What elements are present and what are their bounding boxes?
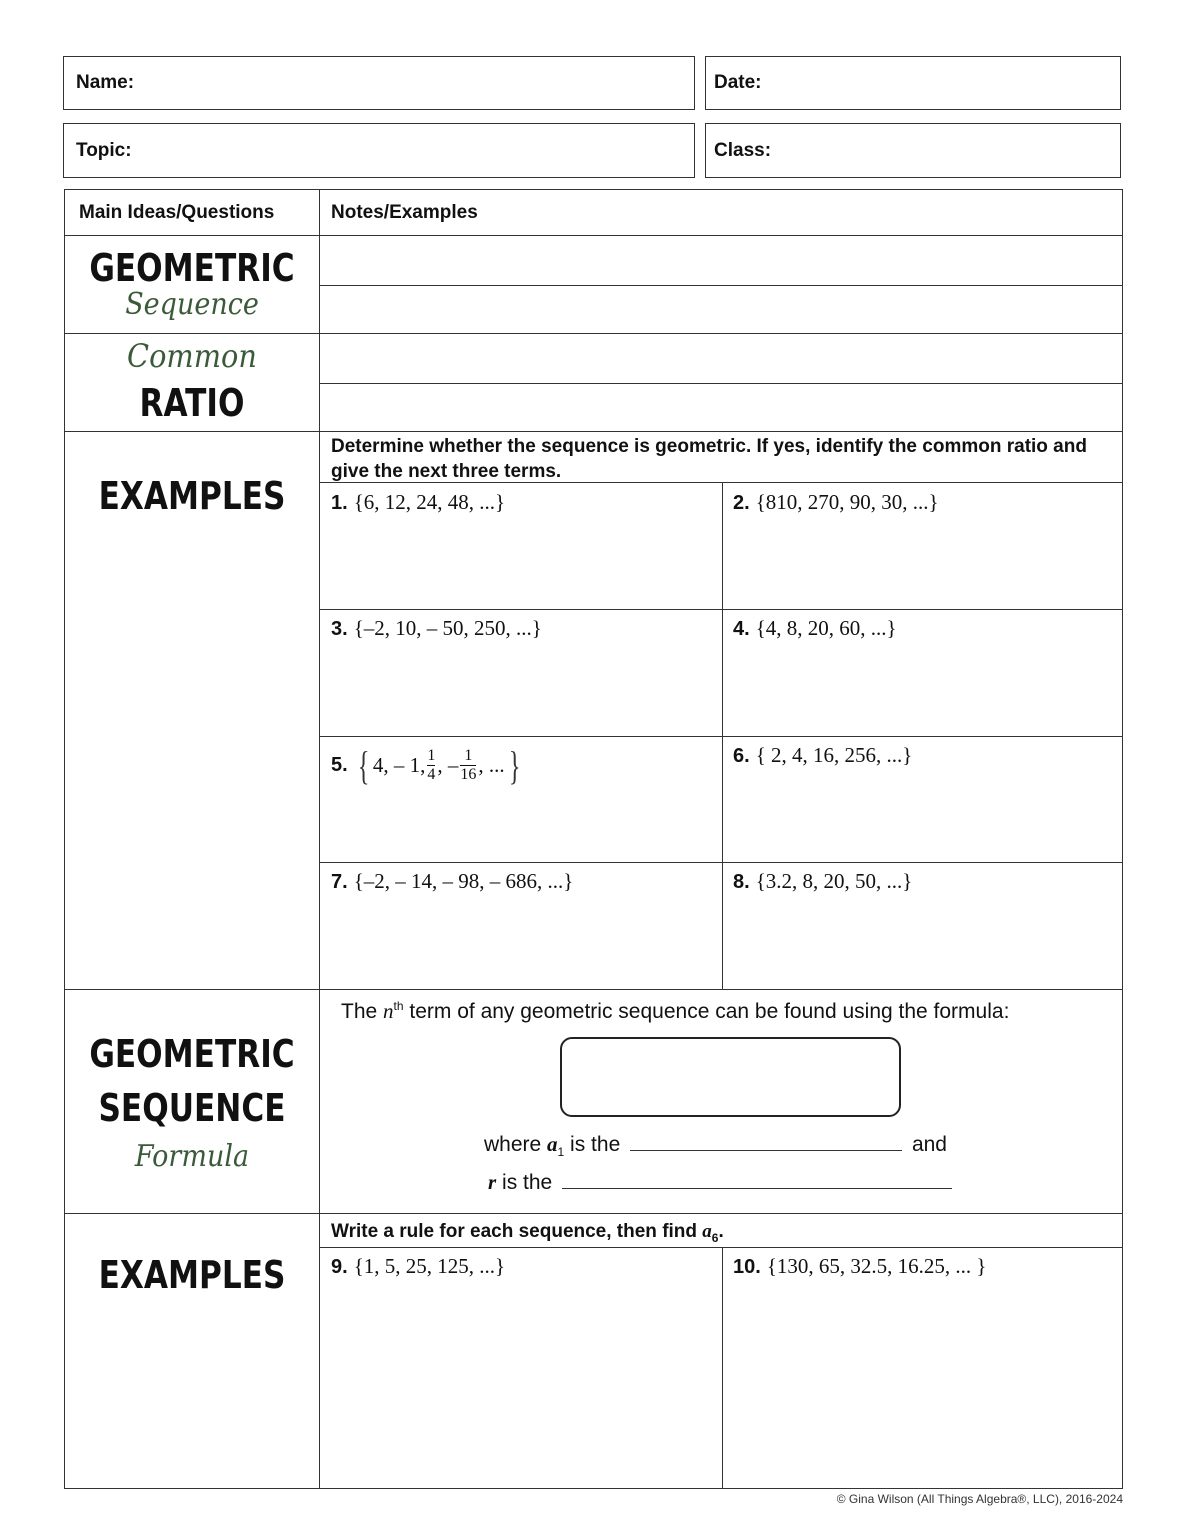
- problem-7: [331, 869, 573, 894]
- where-var: a: [547, 1132, 558, 1156]
- instr-pre: Write a rule for each sequence, then find: [331, 1221, 703, 1242]
- class-label: Class:: [714, 139, 772, 161]
- problem-sequence: {6, 12, 24, 48, ...}: [353, 490, 506, 514]
- problem-8: [733, 869, 912, 894]
- sequence-script: Sequence: [125, 287, 259, 322]
- open-brace: {: [357, 742, 370, 788]
- where-post: is the: [564, 1133, 621, 1156]
- ratio-title: RATIO: [139, 381, 245, 425]
- intro-post: term of any geometric sequence can be found using the formula:: [403, 1000, 1010, 1023]
- problem-number: 1.: [331, 492, 348, 514]
- note-line: [319, 285, 1123, 286]
- problem-5: [331, 741, 524, 789]
- problem-grid-divider: [722, 482, 723, 989]
- problem-sequence: {4, 8, 20, 60, ...}: [755, 616, 897, 640]
- problem-number: 10.: [733, 1256, 761, 1278]
- sequence-end: , ...: [478, 752, 505, 777]
- formula-script: Formula: [134, 1139, 250, 1174]
- problem-grid-divider: [722, 1247, 723, 1489]
- problem-grid-line: [319, 736, 1123, 737]
- name-label: Name:: [76, 72, 135, 93]
- geometric-title: GEOMETRIC: [89, 246, 295, 290]
- problem-number: 8.: [733, 871, 750, 893]
- fraction-numerator: 1: [464, 746, 473, 764]
- examples-2-instructions: [331, 1219, 724, 1251]
- topic-label: Topic:: [76, 139, 132, 161]
- problem-sequence: {3.2, 8, 20, 50, ...}: [755, 869, 913, 893]
- problem-sequence: {810, 270, 90, 30, ...}: [755, 490, 939, 514]
- where-sub: 1: [557, 1145, 565, 1160]
- problem-number: 2.: [733, 492, 750, 514]
- fraction: [427, 747, 435, 784]
- problem-number: 6.: [733, 745, 750, 767]
- r-post: is the: [496, 1171, 553, 1194]
- r-var: r: [488, 1170, 497, 1194]
- formula-title-geometric: GEOMETRIC: [89, 1032, 295, 1076]
- intro-th: th: [393, 999, 404, 1013]
- problem-sequence: { 2, 4, 16, 256, ...}: [755, 743, 913, 767]
- examples-instructions: Determine whether the sequence is geometric. If yes, identify the common ratio and give the next three terms.: [331, 436, 1087, 482]
- r-blank[interactable]: [562, 1188, 952, 1189]
- problem-sequence: [354, 742, 524, 789]
- where-pre: where: [484, 1133, 548, 1156]
- note-line: [319, 383, 1123, 384]
- instr-post: .: [718, 1221, 724, 1242]
- date-field[interactable]: [705, 56, 1121, 110]
- r-line: [488, 1170, 952, 1195]
- close-brace: }: [508, 742, 521, 788]
- fraction-denominator: 16: [460, 765, 477, 783]
- row-divider: [64, 431, 1123, 432]
- problem-sequence: {–2, 10, – 50, 250, ...}: [353, 616, 542, 640]
- main-ideas-header: Main Ideas/Questions: [79, 202, 275, 223]
- intro-pre: The: [341, 1000, 384, 1023]
- problem-4: [733, 616, 897, 641]
- problem-number: 7.: [331, 871, 348, 893]
- intro-n: n: [383, 999, 394, 1023]
- formula-intro: [341, 999, 1009, 1024]
- fraction-denominator: 4: [427, 765, 436, 783]
- header-row-divider: [64, 235, 1123, 236]
- problem-sequence: {1, 5, 25, 125, ...}: [353, 1254, 506, 1278]
- problem-sequence: {–2, – 14, – 98, – 686, ...}: [353, 869, 574, 893]
- examples-title: EXAMPLES: [98, 474, 286, 518]
- problem-grid-line: [319, 609, 1123, 610]
- problem-number: 5.: [331, 753, 348, 776]
- problem-sequence: {130, 65, 32.5, 16.25, ... }: [766, 1254, 987, 1278]
- sequence-separator: , –: [437, 752, 459, 777]
- notes-examples-header: Notes/Examples: [331, 202, 478, 223]
- fraction: [460, 747, 476, 784]
- where-line: [484, 1132, 947, 1159]
- column-divider: [319, 189, 320, 1489]
- problem-3: [331, 616, 542, 641]
- problem-10: [733, 1254, 986, 1279]
- problem-2: [733, 490, 939, 515]
- examples-title-2: EXAMPLES: [98, 1253, 286, 1297]
- sequence-start: 4, – 1,: [372, 752, 426, 777]
- problem-1: [331, 490, 505, 515]
- a1-blank[interactable]: [630, 1150, 902, 1151]
- instr-sub: 6: [711, 1230, 719, 1245]
- row-divider: [64, 333, 1123, 334]
- problem-9: [331, 1254, 505, 1279]
- problem-number: 3.: [331, 618, 348, 640]
- fraction-numerator: 1: [427, 746, 436, 764]
- date-label: Date:: [714, 72, 762, 93]
- formula-title-sequence: SEQUENCE: [98, 1086, 286, 1130]
- row-divider: [64, 1213, 1123, 1214]
- problem-grid-line: [319, 862, 1123, 863]
- instr-var: a: [702, 1221, 712, 1242]
- formula-answer-box[interactable]: [560, 1037, 901, 1117]
- problem-6: [733, 743, 912, 768]
- topic-field[interactable]: [63, 123, 695, 178]
- row-divider: [64, 989, 1123, 990]
- problem-number: 9.: [331, 1256, 348, 1278]
- name-field[interactable]: [63, 56, 695, 110]
- copyright-footer: © Gina Wilson (All Things Algebra®, LLC), 2016-2024: [836, 1492, 1123, 1506]
- common-script: Common: [127, 337, 257, 375]
- problem-number: 4.: [733, 618, 750, 640]
- and-label: and: [911, 1133, 947, 1156]
- class-field[interactable]: [705, 123, 1121, 178]
